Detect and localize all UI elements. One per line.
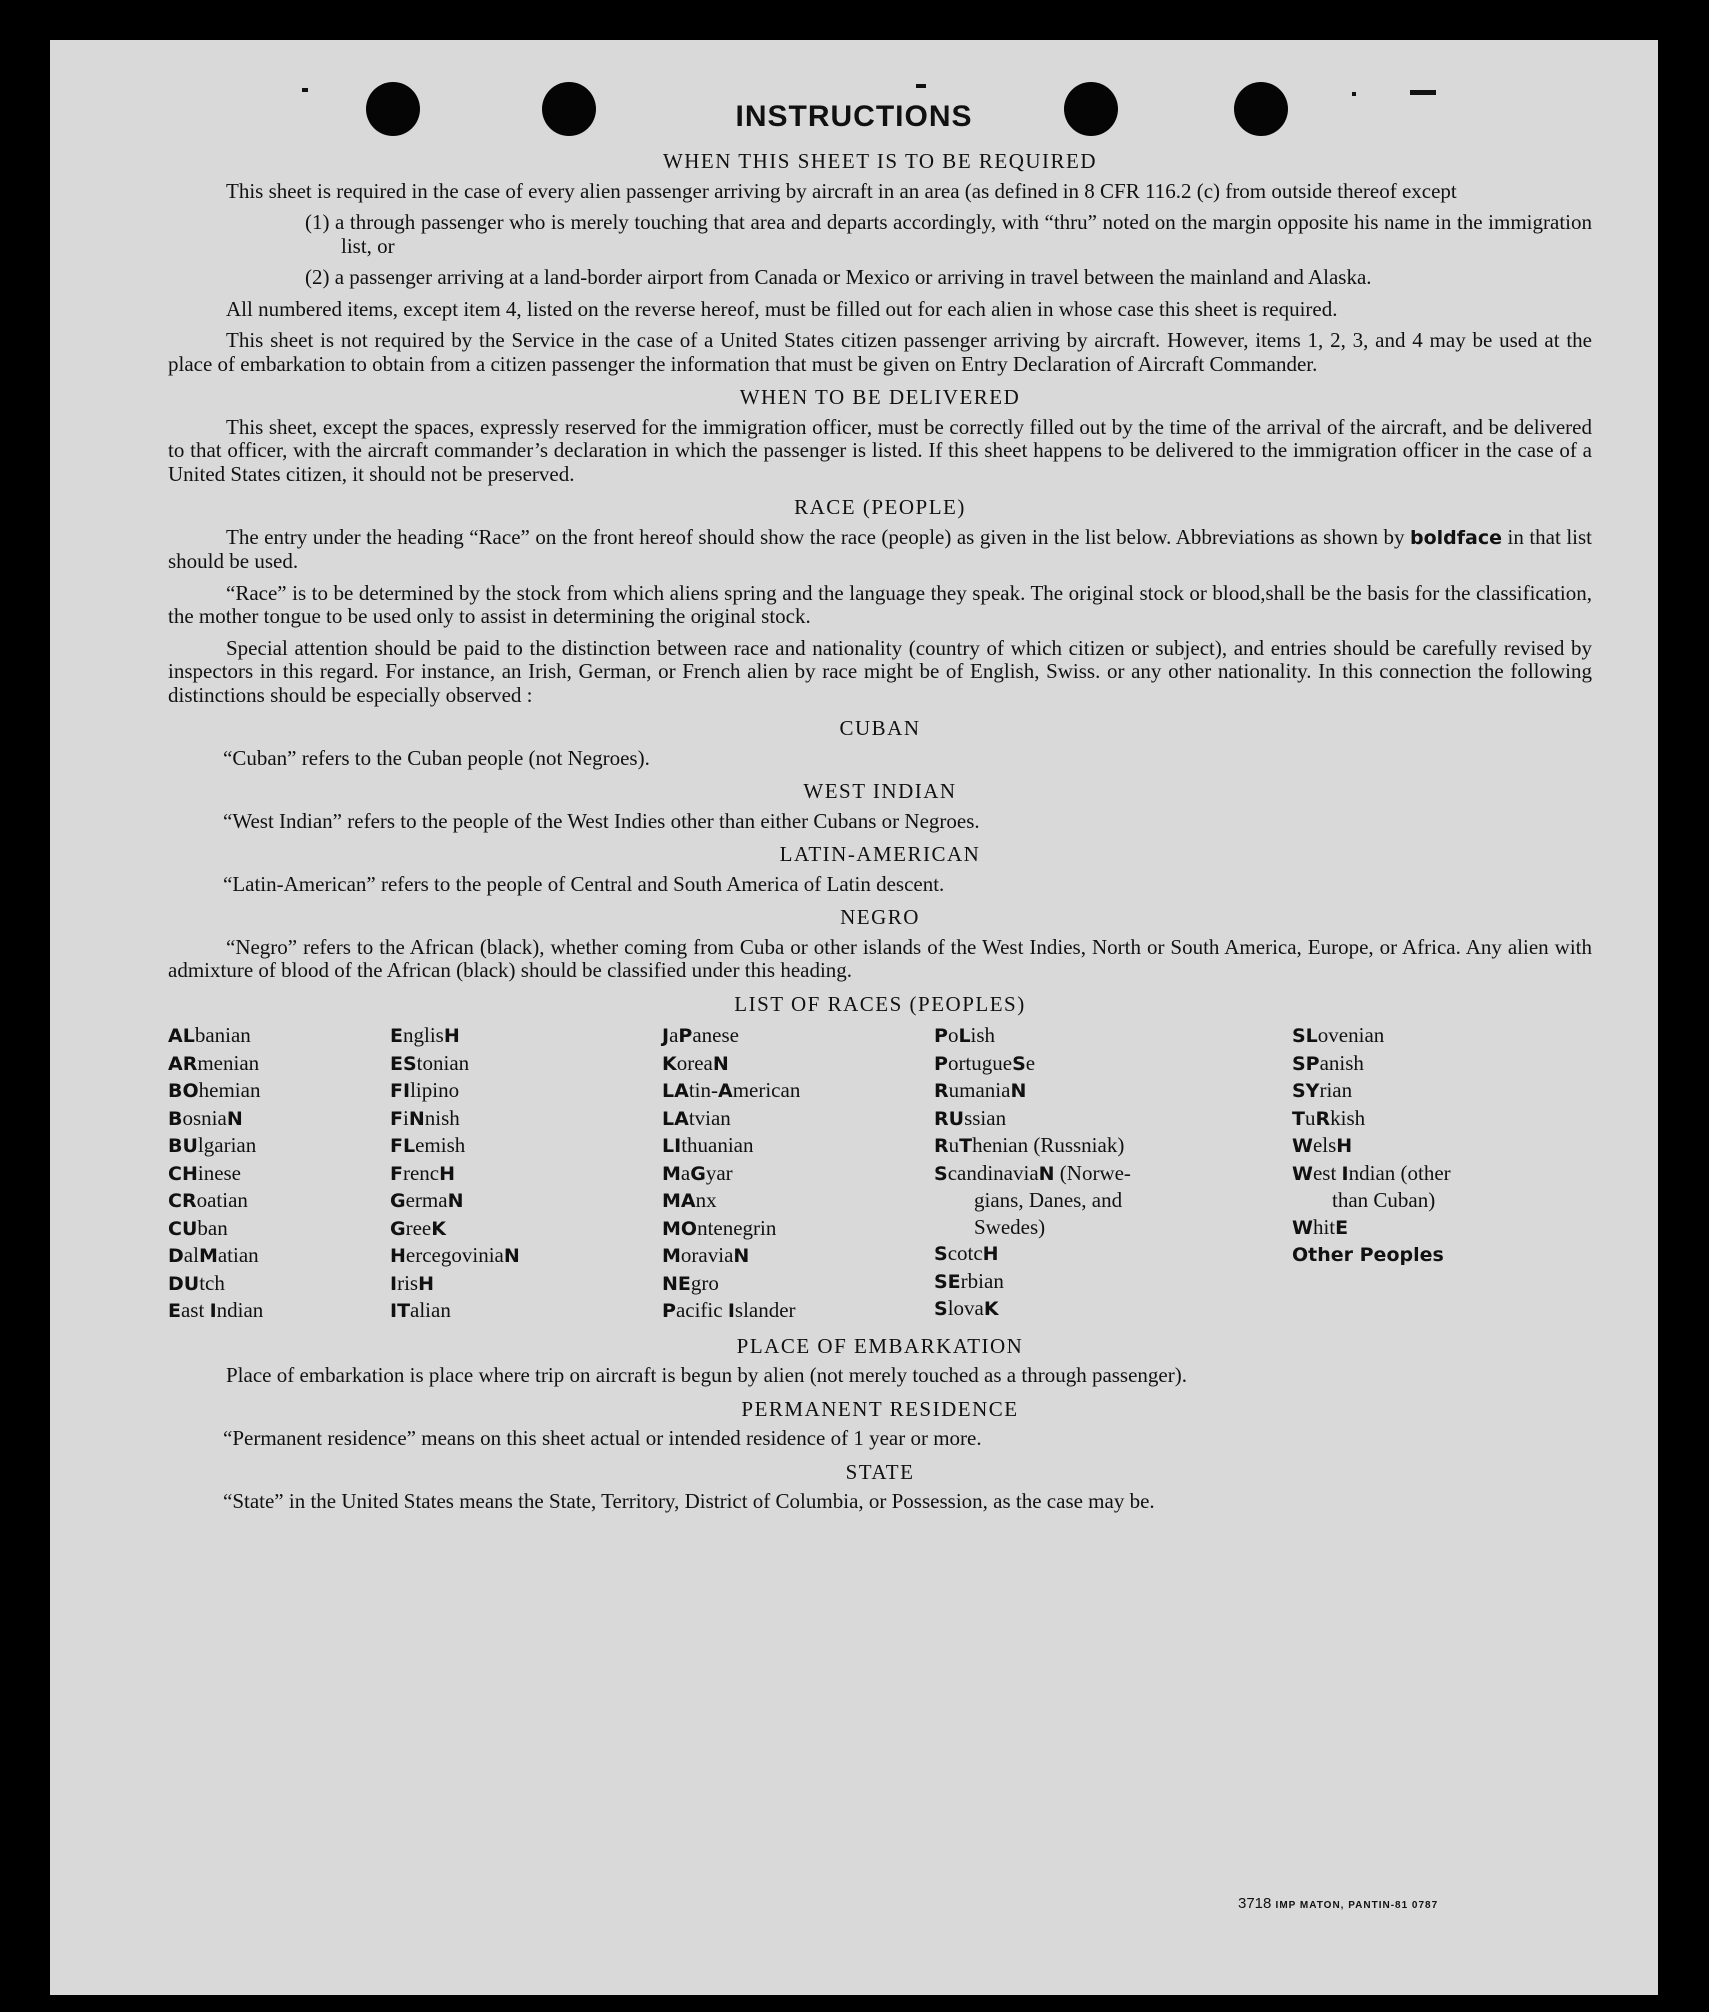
race-text: banian <box>194 1023 251 1047</box>
abbreviation: H <box>443 1025 460 1047</box>
race-entry <box>1292 1050 1592 1078</box>
abbreviation: I <box>727 1300 735 1322</box>
abbreviation: P <box>662 1300 676 1322</box>
paragraph: All numbered items, except item 4, listed on the reverse hereof, must be filled out for each alien in whose case this sheet is required. <box>226 296 1338 321</box>
race-text: ree <box>405 1215 432 1240</box>
race-text: ssian <box>964 1105 1007 1130</box>
text-run: in that list should be used. <box>168 524 1593 573</box>
race-text: tch <box>199 1270 225 1295</box>
race-entry <box>934 1132 1292 1160</box>
abbreviation: B <box>168 1107 183 1130</box>
race-text: lipino <box>410 1078 460 1102</box>
abbreviation: FI <box>390 1080 411 1102</box>
race-entry <box>662 1270 934 1298</box>
abbreviation: NE <box>662 1272 691 1295</box>
race-entry <box>168 1105 390 1133</box>
race-text: menian <box>197 1050 260 1075</box>
race-entry <box>934 1022 1292 1050</box>
race-text: cotc <box>947 1241 983 1265</box>
abbreviation: MO <box>662 1217 698 1240</box>
abbreviation: N <box>712 1052 729 1075</box>
race-text: kish <box>1330 1105 1366 1130</box>
race-entry <box>390 1297 662 1325</box>
race-text: lgarian <box>197 1133 257 1157</box>
race-entry <box>662 1077 934 1105</box>
page-title: INSTRUCTIONS <box>735 100 973 133</box>
race-entry <box>390 1132 662 1160</box>
race-text: orea <box>676 1050 713 1075</box>
race-entry: than Cuban) <box>1332 1188 1436 1212</box>
race-entry <box>662 1022 934 1050</box>
paragraph <box>168 526 1592 574</box>
abbreviation: H <box>439 1162 456 1185</box>
race-text: erma <box>405 1188 448 1212</box>
race-entry <box>168 1132 390 1160</box>
race-text: candinavia <box>947 1160 1039 1185</box>
race-text: inese <box>197 1160 242 1185</box>
race-entry <box>390 1077 662 1105</box>
boldface-word: boldface <box>1410 526 1503 549</box>
abbreviation: H <box>1336 1135 1353 1157</box>
race-text: rian <box>1319 1078 1353 1102</box>
race-entry <box>934 1160 1292 1188</box>
race-text: a <box>680 1160 691 1185</box>
abbreviation: MA <box>662 1190 696 1212</box>
race-text: emish <box>415 1133 466 1157</box>
text-run: The entry under the heading “Race” on the front hereof should show the race (people) as given in the list below. Abbreviations as shown by <box>226 524 1405 549</box>
race-text: thuanian <box>681 1133 754 1157</box>
section-heading-west-indian: WEST INDIAN <box>803 779 957 803</box>
race-entry <box>390 1105 662 1133</box>
race-column <box>168 1022 390 1325</box>
race-text: (Norwe- <box>1054 1160 1131 1185</box>
abbreviation: CU <box>168 1217 198 1240</box>
paragraph: This sheet, except the spaces, expressly reserved for the immigration officer, must be correctly filled out by the time of the arrival of the aircraft, and be delivered to that officer, with the aircraft commander’s declaration in which the passenger is listed. If this sheet happens to be delivered to the immigration officer in the case of a United States citizen, it should not be preserved. <box>168 414 1592 486</box>
race-entry <box>662 1160 934 1188</box>
abbreviation: SP <box>1292 1052 1320 1075</box>
paragraph: This sheet is required in the case of every alien passenger arriving by aircraft in an area (as defined in 8 CFR 116.2 (c) from outside thereof except <box>226 178 1457 203</box>
paragraph: Place of embarkation is place where trip on aircraft is begun by alien (not merely touched as a through passenger). <box>226 1363 1187 1387</box>
abbreviation: R <box>934 1080 949 1102</box>
race-entry <box>662 1132 934 1160</box>
abbreviation: R <box>934 1135 949 1157</box>
abbreviation: A <box>717 1080 733 1102</box>
abbreviation: LA <box>662 1107 689 1130</box>
abbreviation: AR <box>168 1052 198 1075</box>
race-entry <box>1292 1105 1592 1133</box>
race-column <box>662 1022 934 1325</box>
abbreviation: LA <box>662 1080 689 1102</box>
abbreviation: F <box>390 1107 403 1130</box>
abbreviation: W <box>1292 1162 1313 1185</box>
race-text: anese <box>692 1023 739 1047</box>
abbreviation: CR <box>168 1190 197 1212</box>
abbreviation: S <box>934 1298 948 1320</box>
race-entry <box>168 1270 390 1298</box>
race-text: o <box>947 1023 959 1047</box>
footer-imprint <box>1238 1895 1438 1912</box>
race-text: ndian <box>216 1298 264 1322</box>
paragraph: “Cuban” refers to the Cuban people (not Negroes). <box>223 745 650 770</box>
race-text: henian (Russniak) <box>972 1133 1125 1157</box>
race-text: atian <box>217 1243 259 1267</box>
abbreviation: LI <box>662 1135 682 1157</box>
abbreviation: E <box>168 1300 181 1322</box>
abbreviation: W <box>1292 1216 1313 1239</box>
race-text: rbian <box>960 1268 1004 1293</box>
paragraph: “Race” is to be determined by the stock from which aliens spring and the language they speak. The original stock or blood,shall be the basis for the classification, the mother tongue to be used only to assist in determining the original stock. <box>168 580 1592 628</box>
abbreviation: N <box>408 1107 425 1130</box>
section-heading-embarkation: PLACE OF EMBARKATION <box>736 1333 1024 1358</box>
section-heading-state: STATE <box>845 1459 915 1484</box>
abbreviation: H <box>982 1243 999 1265</box>
abbreviation: S <box>934 1243 948 1265</box>
abbreviation: N <box>226 1107 243 1130</box>
race-entry <box>1292 1132 1592 1160</box>
abbreviation: D <box>168 1245 184 1267</box>
abbreviation: AL <box>168 1025 195 1047</box>
race-text: ovenian <box>1317 1023 1385 1047</box>
race-entry <box>390 1215 662 1243</box>
race-text: u <box>1304 1105 1316 1130</box>
race-text: oatian <box>196 1188 248 1212</box>
printer-mark: IMP MATON, PANTIN-81 0787 <box>1275 1900 1439 1911</box>
instructions-body <box>168 150 1592 1522</box>
race-text: i <box>402 1105 409 1130</box>
race-text: tonian <box>416 1050 470 1075</box>
abbreviation: BO <box>168 1080 199 1102</box>
race-column <box>1292 1022 1592 1325</box>
section-heading-delivered: WHEN TO BE DELIVERED <box>739 385 1021 409</box>
race-text: ban <box>197 1215 228 1240</box>
race-entry <box>1292 1241 1592 1269</box>
race-text: renc <box>402 1160 440 1185</box>
race-list <box>168 1022 1592 1325</box>
race-text: u <box>948 1133 960 1157</box>
section-heading-latin-american: LATIN-AMERICAN <box>779 842 981 866</box>
section-heading-race: RACE (PEOPLE) <box>794 495 966 519</box>
race-text: anish <box>1319 1050 1364 1075</box>
race-entry <box>662 1297 934 1325</box>
race-entry <box>390 1022 662 1050</box>
race-text: ortugue <box>947 1050 1013 1075</box>
abbreviation: FL <box>390 1135 416 1157</box>
race-text: tin- <box>688 1078 718 1102</box>
section-heading-required: WHEN THIS SHEET IS TO BE REQUIRED <box>662 149 1098 173</box>
print-speck <box>1410 90 1436 95</box>
race-entry <box>168 1077 390 1105</box>
race-entry <box>662 1187 934 1215</box>
race-text: ercegovinia <box>405 1243 504 1267</box>
race-entry <box>168 1050 390 1078</box>
race-entry <box>934 1050 1292 1078</box>
print-speck <box>916 84 926 88</box>
race-entry <box>662 1050 934 1078</box>
paragraph: Special attention should be paid to the distinction between race and nationality (country of which citizen or subject), and entries should be carefully revised by inspectors in this regard. For instance, an Irish, German, or French alien by race might be of English, Swiss. or any other nationality. In this connection the following distinctions should be especially observed : <box>168 635 1592 707</box>
race-entry <box>390 1242 662 1270</box>
race-entry <box>662 1242 934 1270</box>
race-entry <box>168 1187 390 1215</box>
race-text: umania <box>948 1078 1011 1102</box>
race-text: slander <box>734 1298 796 1322</box>
abbreviation: L <box>958 1025 971 1047</box>
abbreviation: J <box>662 1025 670 1047</box>
race-text: nish <box>424 1105 460 1130</box>
abbreviation: N <box>1038 1162 1055 1185</box>
race-text: hemian <box>198 1078 261 1102</box>
race-text: merican <box>732 1078 801 1102</box>
race-entry <box>390 1160 662 1188</box>
race-column <box>934 1022 1292 1325</box>
race-entry <box>662 1105 934 1133</box>
abbreviation: N <box>503 1245 520 1267</box>
paragraph: “Negro” refers to the African (black), whether coming from Cuba or other islands of the West Indies, North or South America, Europe, or Africa. Any alien with admixture of blood of the African (black) should be classified under this heading. <box>168 934 1592 982</box>
abbreviation: H <box>418 1272 434 1295</box>
race-text: osnia <box>182 1105 227 1130</box>
abbreviation: R <box>1315 1107 1331 1130</box>
race-entry <box>168 1242 390 1270</box>
paragraph: “Latin-American” refers to the people of Central and South America of Latin descent. <box>223 871 945 896</box>
abbreviation: I <box>390 1272 398 1295</box>
race-text: al <box>183 1243 199 1267</box>
abbreviation: E <box>1335 1216 1349 1239</box>
abbreviation: P <box>934 1025 948 1047</box>
abbreviation: SE <box>934 1270 961 1293</box>
race-text: ris <box>397 1270 419 1295</box>
form-number: 3718 <box>1238 1895 1272 1912</box>
race-entry <box>390 1050 662 1078</box>
abbreviation: W <box>1292 1135 1313 1157</box>
abbreviation: I <box>209 1300 217 1322</box>
section-heading-list-of-races: LIST OF RACES (PEOPLES) <box>734 991 1026 1016</box>
print-speck <box>302 88 308 92</box>
race-text: a <box>669 1023 679 1047</box>
abbreviation: T <box>1292 1107 1305 1130</box>
race-entry <box>1292 1077 1592 1105</box>
abbreviation: Other Peoples <box>1292 1244 1444 1266</box>
race-text: acific <box>675 1298 728 1322</box>
race-entry <box>168 1022 390 1050</box>
race-entry <box>934 1105 1292 1133</box>
paragraph: “West Indian” refers to the people of the West Indies other than either Cubans or Negroes. <box>223 808 980 833</box>
race-entry <box>934 1295 1292 1323</box>
abbreviation: ES <box>390 1052 417 1075</box>
abbreviation: DU <box>168 1272 200 1295</box>
race-entry <box>934 1240 1292 1268</box>
race-column <box>390 1022 662 1325</box>
abbreviation: IT <box>390 1300 411 1322</box>
race-entry <box>1292 1022 1592 1050</box>
abbreviation: N <box>447 1190 464 1212</box>
abbreviation: P <box>678 1025 693 1047</box>
race-text: alian <box>410 1298 451 1322</box>
abbreviation: K <box>983 1298 999 1320</box>
race-text: est <box>1312 1160 1342 1185</box>
abbreviation: N <box>1010 1080 1027 1102</box>
race-entry <box>168 1297 390 1325</box>
abbreviation: CH <box>168 1162 198 1185</box>
race-entry <box>1292 1160 1592 1188</box>
document-page <box>50 40 1658 1995</box>
race-entry: Swedes) <box>974 1214 1046 1239</box>
race-text: gro <box>690 1270 719 1295</box>
abbreviation: M <box>662 1245 681 1267</box>
list-item: (1) a through passenger who is merely touching that area and departs accordingly, with “thru” noted on the margin opposite his name in the immigration list, or <box>305 210 1592 258</box>
abbreviation: S <box>934 1162 948 1185</box>
section-heading-residence: PERMANENT RESIDENCE <box>741 1396 1019 1421</box>
race-text: e <box>1025 1050 1036 1075</box>
section-heading-cuban: CUBAN <box>839 716 921 740</box>
race-text: hit <box>1312 1214 1336 1239</box>
abbreviation: G <box>390 1217 406 1240</box>
race-text: nglis <box>402 1023 444 1047</box>
race-entry: gians, Danes, and <box>974 1188 1123 1212</box>
abbreviation: M <box>662 1162 681 1185</box>
paragraph: This sheet is not required by the Service in the case of a United States citizen passenger arriving by aircraft. However, items 1, 2, 3, and 4 may be used at the place of embarkation to obtain from a citizen passenger the information that must be given on Entry Declaration of Aircraft Commander. <box>168 328 1592 376</box>
race-text: ndian (other <box>1348 1160 1451 1185</box>
abbreviation: S <box>1012 1052 1026 1075</box>
abbreviation: T <box>959 1135 973 1157</box>
abbreviation: N <box>733 1245 750 1267</box>
abbreviation: RU <box>934 1107 965 1130</box>
abbreviation: P <box>934 1052 948 1075</box>
race-entry <box>390 1187 662 1215</box>
abbreviation: SL <box>1292 1025 1318 1047</box>
abbreviation: I <box>1341 1162 1349 1185</box>
abbreviation: K <box>431 1217 446 1240</box>
abbreviation: M <box>198 1245 218 1267</box>
race-entry <box>168 1215 390 1243</box>
race-entry <box>1292 1214 1592 1242</box>
paragraph: “Permanent residence” means on this sheet actual or intended residence of 1 year or more. <box>223 1426 982 1450</box>
abbreviation: SY <box>1292 1080 1320 1102</box>
abbreviation: G <box>690 1162 706 1185</box>
paragraph: “State” in the United States means the State, Territory, District of Columbia, or Possession, as the case may be. <box>223 1489 1155 1513</box>
abbreviation: BU <box>168 1135 198 1157</box>
race-text: yar <box>705 1160 733 1185</box>
abbreviation: G <box>390 1190 406 1212</box>
abbreviation: E <box>390 1025 403 1047</box>
race-entry <box>934 1077 1292 1105</box>
race-text: nx <box>695 1188 717 1212</box>
print-speck <box>1352 92 1356 96</box>
race-text: els <box>1312 1133 1337 1157</box>
abbreviation: K <box>662 1052 677 1075</box>
race-text: tvian <box>688 1105 731 1130</box>
race-text: lova <box>947 1296 984 1320</box>
race-text: ast <box>180 1298 210 1322</box>
abbreviation: H <box>390 1245 406 1267</box>
section-heading-negro: NEGRO <box>840 905 920 929</box>
abbreviation: F <box>390 1162 403 1185</box>
race-entry <box>934 1268 1292 1296</box>
race-entry <box>168 1160 390 1188</box>
race-text: ntenegrin <box>697 1215 777 1240</box>
list-item: (2) a passenger arriving at a land-border airport from Canada or Mexico or arriving in travel between the mainland and Alaska. <box>305 265 1372 289</box>
race-entry <box>390 1270 662 1298</box>
race-text: oravia <box>680 1243 734 1267</box>
race-entry <box>662 1215 934 1243</box>
race-text: ish <box>970 1023 996 1047</box>
